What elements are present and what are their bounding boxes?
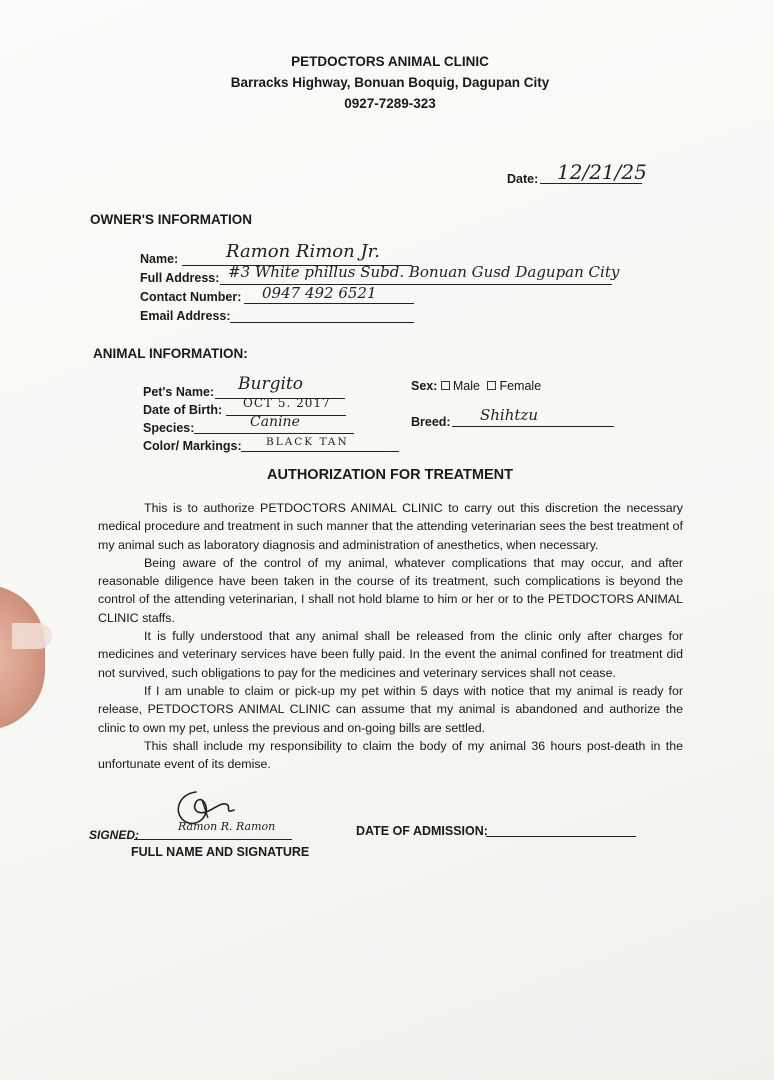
- dob-label: Date of Birth:: [143, 403, 223, 417]
- authorization-paragraph-1: This is to authorize PETDOCTORS ANIMAL CLINIC to carry out this discretion the necessary medical procedure and treatment in such manner that the attending veterinarian sees the best treatment of my animal such as laboratory diagnosis and administration of anesthetics, when necessary.: [98, 501, 683, 552]
- owner-contact-value: 0947 492 6521: [262, 284, 377, 302]
- date-value: 12/21/25: [557, 160, 647, 184]
- authorization-paragraph-5: This shall include my responsibility to claim the body of my animal 36 hours post-death in the unfortunate event of its demise.: [98, 738, 683, 772]
- signed-name: Ramon R. Ramon: [178, 820, 276, 833]
- animal-section-title: ANIMAL INFORMATION:: [93, 346, 248, 361]
- color-value: BLACK TAN: [266, 436, 349, 448]
- owner-email-line: [230, 322, 414, 323]
- finger-photo-artifact: [0, 585, 45, 730]
- sex-label: Sex:: [411, 379, 438, 393]
- owner-name-label: Name:: [140, 252, 179, 266]
- pet-name-label: Pet's Name:: [143, 385, 215, 399]
- species-line: [194, 433, 354, 434]
- owner-address-value: #3 White phillus Subd. Bonuan Gusd Dagupan City: [228, 263, 620, 281]
- authorization-paragraph-3: It is fully understood that any animal shall be released from the clinic only after charges for medicines and veterinary services have been fully paid. In the event the animal confined for treatment did not survived, such obligations to pay for the medicines and veterinary services shall not cease.: [98, 629, 683, 680]
- authorization-paragraph-4: If I am unable to claim or pick-up my pet within 5 days with notice that my animal is ready for release, PETDOCTORS ANIMAL CLINIC can assume that my animal is abandoned and authorize the clinic to own my pet, unless the previous and on-going bills are settled.: [98, 683, 683, 735]
- owner-address-label: Full Address:: [140, 271, 220, 285]
- authorization-paragraph-2: Being aware of the control of my animal, whatever complications that may occur, and after reasonable diligence have been taken in the course of its treatment, such complications is beyond the control of the attending veterinarian, I shall not hold blame to him or her or to the PETDOCTORS ANIMAL CLINIC staffs.: [98, 555, 683, 625]
- clinic-name: PETDOCTORS ANIMAL CLINIC: [291, 54, 489, 69]
- sex-male-label: Male: [452, 379, 480, 393]
- species-label: Species:: [143, 421, 195, 435]
- authorization-title: AUTHORIZATION FOR TREATMENT: [267, 467, 513, 483]
- species-value: Canine: [250, 414, 300, 430]
- owner-contact-line: [244, 303, 414, 304]
- owner-email-label: Email Address:: [140, 309, 231, 323]
- authorization-body: [98, 499, 683, 773]
- color-label: Color/ Markings:: [143, 439, 242, 453]
- signed-label: SIGNED:: [89, 828, 140, 842]
- sex-male-checkbox[interactable]: [441, 381, 450, 390]
- owner-section-title: OWNER'S INFORMATION: [90, 212, 252, 227]
- signed-line: [134, 839, 292, 840]
- date-of-admission-line: [486, 836, 636, 837]
- owner-contact-label: Contact Number:: [140, 290, 242, 304]
- fingernail-photo-artifact: [12, 623, 52, 649]
- color-line: [241, 451, 399, 452]
- clinic-address: Barracks Highway, Bonuan Boquig, Dagupan City: [230, 75, 550, 90]
- sex-female-label: Female: [499, 379, 542, 393]
- sex-field: [411, 379, 541, 393]
- clinic-phone: 0927-7289-323: [344, 96, 436, 111]
- owner-name-value: Ramon Rimon Jr.: [226, 241, 381, 262]
- dob-value: OCT 5. 2017: [243, 396, 331, 410]
- sex-female-checkbox[interactable]: [487, 381, 496, 390]
- date-of-admission-label: DATE OF ADMISSION:: [356, 824, 488, 838]
- breed-value: Shihtzu: [480, 406, 538, 424]
- breed-label: Breed:: [411, 415, 451, 429]
- pet-name-value: Burgito: [238, 374, 303, 394]
- breed-line: [452, 426, 614, 427]
- full-name-signature-label: FULL NAME AND SIGNATURE: [131, 845, 310, 859]
- date-label: Date:: [507, 172, 539, 186]
